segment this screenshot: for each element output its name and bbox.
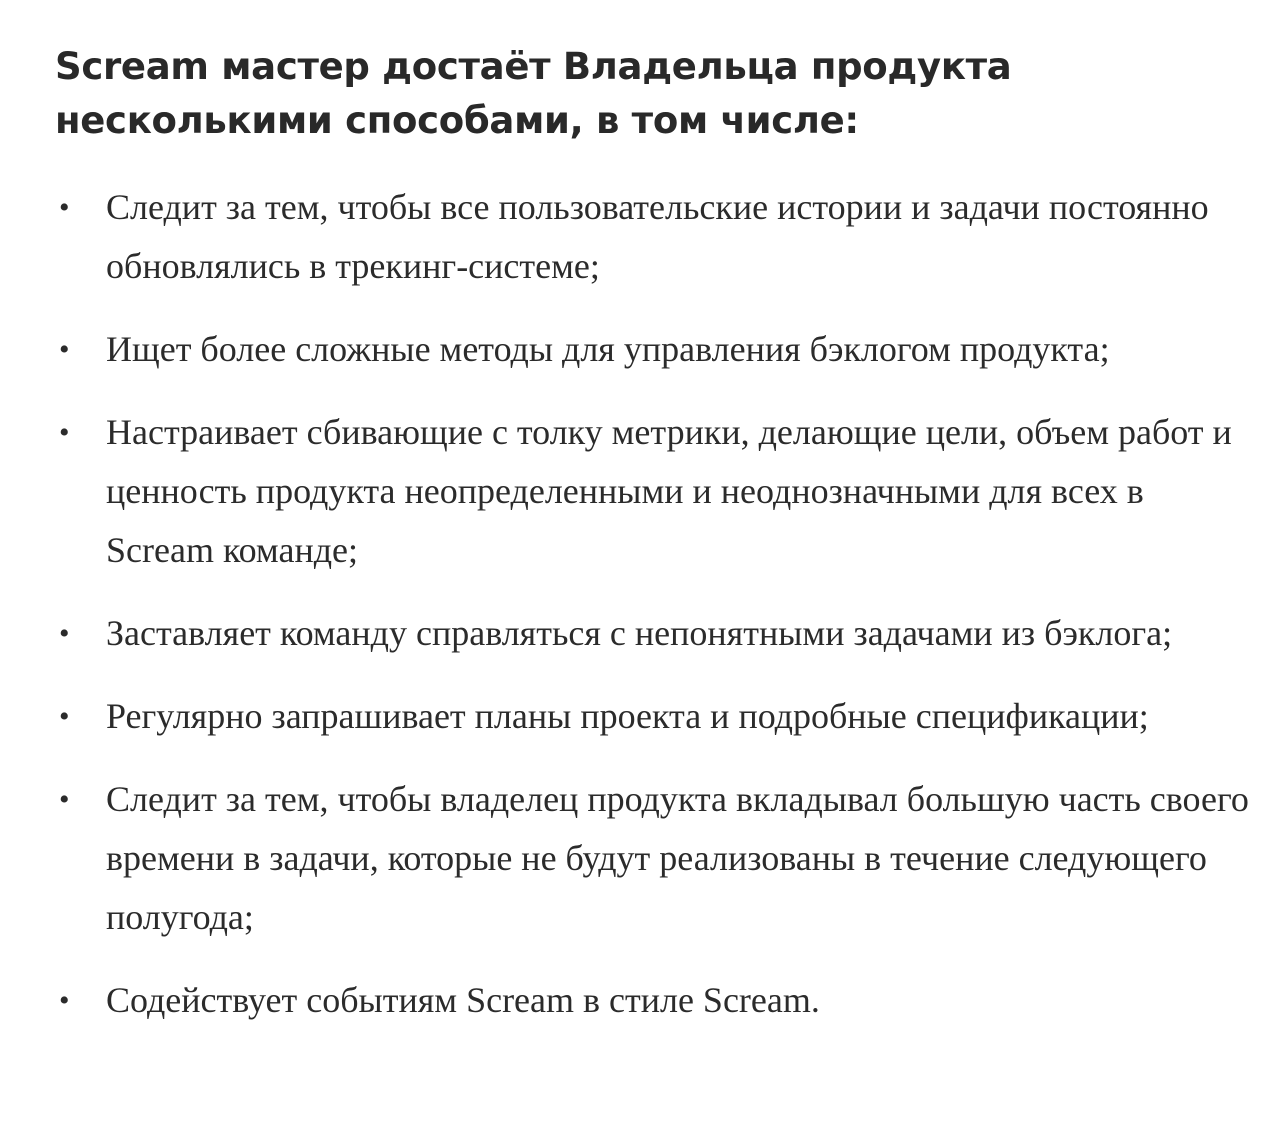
bullet-icon: • xyxy=(59,984,70,1017)
bullet-icon: • xyxy=(59,333,70,366)
bullet-icon: • xyxy=(59,191,70,224)
bullet-icon: • xyxy=(59,783,70,816)
list-item-text: Следит за тем, чтобы все пользовательские истории и задачи постоянно обновлялись в трекинг-системе; xyxy=(106,187,1209,286)
bullet-icon: • xyxy=(59,416,70,449)
list-item-text: Настраивает сбивающие с толку метрики, делающие цели, объем работ и ценность продукта неопределенными и неоднозначными для всех в Scream команде; xyxy=(106,412,1232,570)
list-item xyxy=(55,971,1250,1030)
list-item-text: Регулярно запрашивает планы проекта и подробные спецификации; xyxy=(106,696,1149,736)
bullet-icon: • xyxy=(59,617,70,650)
bullet-list xyxy=(55,178,1250,1030)
list-item-text: Ищет более сложные методы для управления бэклогом продукта; xyxy=(106,329,1110,369)
list-item xyxy=(55,687,1250,746)
bullet-icon: • xyxy=(59,700,70,733)
list-item xyxy=(55,604,1250,663)
list-item xyxy=(55,178,1250,296)
list-item-text: Содействует событиям Scream в стиле Scream. xyxy=(106,980,820,1020)
list-item xyxy=(55,320,1250,379)
list-item-text: Заставляет команду справляться с непонятными задачами из бэклога; xyxy=(106,613,1173,653)
list-item xyxy=(55,403,1250,580)
list-item-text: Следит за тем, чтобы владелец продукта вкладывал большую часть своего времени в задачи, которые не будут реализованы в течение следующего полугода; xyxy=(106,779,1249,937)
section-heading: Scream мастер достаёт Владельца продукта несколькими способами, в том числе: xyxy=(55,45,1012,142)
list-item xyxy=(55,770,1250,947)
